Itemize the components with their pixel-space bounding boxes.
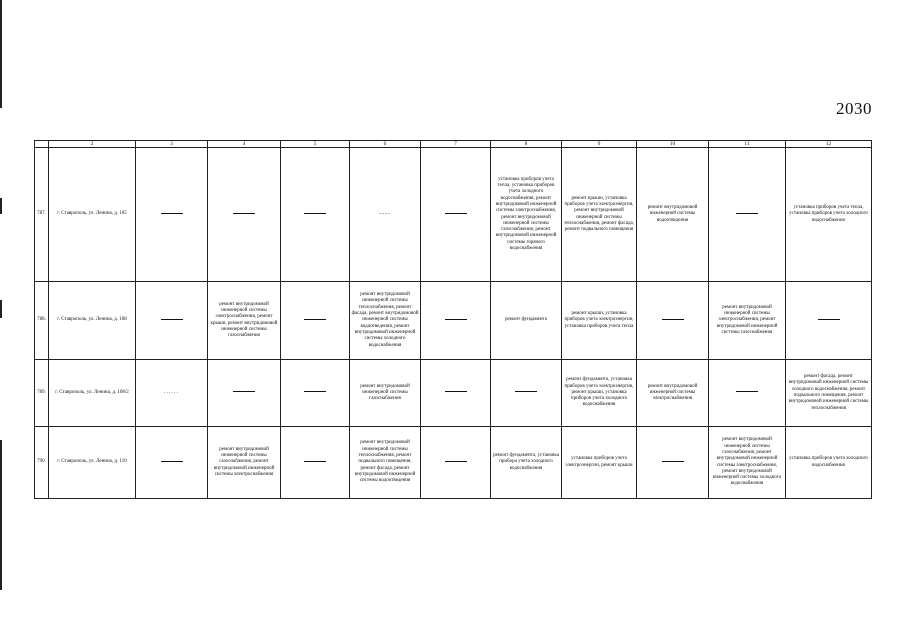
empty-dash xyxy=(736,213,758,214)
address-cell: г. Ставрополь, ул. Ленина, д. 110 xyxy=(49,427,136,499)
cell xyxy=(281,360,350,427)
cell: ремонт внутридомовой инженерной системы газоснабжения, ремонт внутридомовой инженерной системы электроснабжения, ремонт внутридомовой инженерной системы холодного водоснабжения xyxy=(709,427,786,499)
header-cell: 2 xyxy=(49,141,136,148)
address-cell: г. Ставрополь, ул. Ленина, д. 108/2 xyxy=(49,360,136,427)
cell xyxy=(136,148,208,282)
cell xyxy=(136,360,208,427)
cell: ремонт внутридомовой инженерной системы газоснабжения, ремонт внутридомовой инженерной системы электроснабжения xyxy=(208,427,281,499)
cell xyxy=(491,360,562,427)
row-number: 787. xyxy=(35,148,49,282)
cell xyxy=(421,282,491,360)
header-cell: 12 xyxy=(786,141,872,148)
empty-dash xyxy=(233,391,255,392)
margin-mark xyxy=(0,300,2,318)
table-row xyxy=(35,360,872,427)
header-cell: 7 xyxy=(421,141,491,148)
empty-dash xyxy=(662,461,684,462)
empty-dots: ...... xyxy=(164,389,179,396)
header-cell: 6 xyxy=(350,141,421,148)
empty-dash xyxy=(161,213,183,214)
empty-dash xyxy=(233,213,255,214)
cell: ремонт фундамента xyxy=(491,282,562,360)
empty-dash xyxy=(161,319,183,320)
empty-dash xyxy=(445,319,467,320)
column-number-row xyxy=(35,141,872,148)
cell: ремонт внутридомовой инженерной системы электроснабжения xyxy=(637,360,709,427)
cell xyxy=(709,148,786,282)
margin-mark xyxy=(0,0,2,108)
header-cell: 8 xyxy=(491,141,562,148)
cell: установка приборов учета электроэнергии, ремонт крыши xyxy=(562,427,637,499)
cell xyxy=(637,427,709,499)
cell: установка приборов учета тепла, установка приборов учета холодного водоснабжения, ремонт внутридомовой инженерной системы электроснабжения, ремонт внутридомовой инженерной системы газоснабжения, ремонт внутридомовой инженерной системы горячего водоснабжения xyxy=(491,148,562,282)
cell xyxy=(786,282,872,360)
empty-dash xyxy=(304,461,326,462)
cell xyxy=(136,427,208,499)
cell: ремонт внутридомовой инженерной системы электроснабжения, ремонт крыши, ремонт внутридомовой инженерной системы газоснабжения xyxy=(208,282,281,360)
cell: ремонт фундамента, установка прибора учета холодного водоснабжения xyxy=(491,427,562,499)
address-cell: г. Ставрополь, ул. Ленина, д. 108 xyxy=(49,282,136,360)
address-cell: г. Ставрополь, ул. Ленина, д. 105 xyxy=(49,148,136,282)
header-cell: 5 xyxy=(281,141,350,148)
cell xyxy=(136,282,208,360)
cell xyxy=(281,282,350,360)
empty-dash xyxy=(304,391,326,392)
header-cell: 11 xyxy=(709,141,786,148)
cell xyxy=(281,427,350,499)
cell: ремонт внутридомовой инженерной системы газоснабжения xyxy=(350,360,421,427)
cell: ремонт внутридомовой инженерной системы электроснабжения, ремонт внутридомовой инженерной системы газоснабжения xyxy=(709,282,786,360)
cell xyxy=(208,148,281,282)
empty-dash xyxy=(662,319,684,320)
header-cell: 3 xyxy=(136,141,208,148)
cell: ремонт внутридомовой инженерной системы теплоснабжения, ремонт фасада, ремонт внутридомовой инженерной системы водоотведения, ремонт внутридомовой инженерной системы холодного водоснабжения xyxy=(350,282,421,360)
cell: ремонт фасада, ремонт внутридомовой инженерной системы холодного водоснабжения, ремонт подвального помещения, ремонт внутридомовой инженерной системы теплоснабжения xyxy=(786,360,872,427)
empty-dash xyxy=(445,391,467,392)
table-row xyxy=(35,148,872,282)
empty-dash xyxy=(736,391,758,392)
cell: ремонт внутридомовой инженерной системы теплоснабжения, ремонт подвального помещения, ремонт фасада, ремонт внутридомовой инженерной системы водоотведения xyxy=(350,427,421,499)
header-cell: 10 xyxy=(637,141,709,148)
cell: ремонт крыши, установка приборов учета электроэнергии, установка приборов учета тепла xyxy=(562,282,637,360)
table-row xyxy=(35,282,872,360)
empty-dash xyxy=(445,461,467,462)
empty-dash xyxy=(161,461,183,462)
cell: установка приборов учета холодного водоснабжения xyxy=(786,427,872,499)
row-number: 788. xyxy=(35,282,49,360)
repair-schedule-table xyxy=(34,140,872,499)
cell: установка приборов учета тепла, установка приборов учета холодного водоснабжения xyxy=(786,148,872,282)
empty-dash xyxy=(818,319,840,320)
table-row xyxy=(35,427,872,499)
empty-dots: ---- xyxy=(379,210,391,217)
cell xyxy=(709,360,786,427)
cell: ремонт крыши, установка приборов учета электроэнергии, ремонт внутридомовой инженерной системы теплоснабжения, ремонт фасада, ремонт подвального помещения xyxy=(562,148,637,282)
empty-dash xyxy=(304,213,326,214)
cell xyxy=(281,148,350,282)
margin-mark xyxy=(0,440,2,590)
cell: ремонт внутридомовой инженерной системы водоотведения xyxy=(637,148,709,282)
cell xyxy=(421,427,491,499)
cell xyxy=(421,360,491,427)
header-cell: 9 xyxy=(562,141,637,148)
cell xyxy=(637,282,709,360)
page-number: 2030 xyxy=(836,99,872,118)
cell xyxy=(208,360,281,427)
empty-dash xyxy=(304,319,326,320)
empty-dash xyxy=(515,391,537,392)
header-cell-blank xyxy=(35,141,49,148)
empty-dash xyxy=(445,213,467,214)
row-number: 790. xyxy=(35,427,49,499)
cell xyxy=(350,148,421,282)
header-cell: 4 xyxy=(208,141,281,148)
cell: ремонт фундамента, установка приборов учета электроэнергии, ремонт крыши, установка приборов учета холодного водоснабжения xyxy=(562,360,637,427)
margin-mark xyxy=(0,198,2,214)
cell xyxy=(421,148,491,282)
row-number: 789. xyxy=(35,360,49,427)
